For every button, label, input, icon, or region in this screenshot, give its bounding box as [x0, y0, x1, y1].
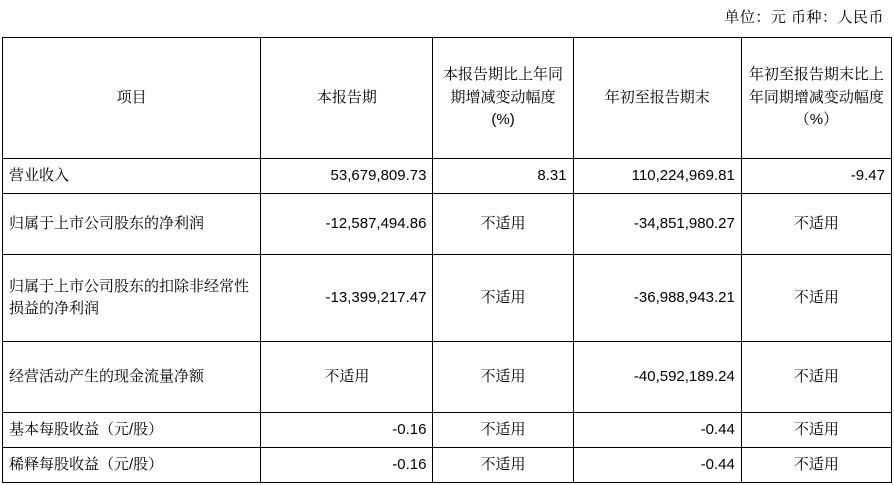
- table-body: [3, 159, 892, 483]
- cell-ytd-change: 不适用: [741, 342, 891, 413]
- table-row: [3, 255, 892, 342]
- row-label: 基本每股收益（元/股）: [3, 413, 261, 448]
- table-row: [3, 194, 892, 255]
- cell-ytd: -0.44: [573, 448, 741, 483]
- table-row: [3, 159, 892, 194]
- row-label: 归属于上市公司股东的净利润: [3, 194, 261, 255]
- cell-current-period: -13,399,217.47: [261, 255, 433, 342]
- column-header-item: 项目: [3, 38, 261, 159]
- column-header-current-period: 本报告期: [261, 38, 433, 159]
- unit-currency-note: 单位：元 币种：人民币: [724, 9, 884, 26]
- cell-current-period: 不适用: [261, 342, 433, 413]
- cell-ytd-change: 不适用: [741, 448, 891, 483]
- cell-current-period-change: 8.31: [433, 159, 573, 194]
- column-header-current-period-change: 本报告期比上年同期增减变动幅度(%): [433, 38, 573, 159]
- cell-ytd: 110,224,969.81: [573, 159, 741, 194]
- cell-ytd-change: -9.47: [741, 159, 891, 194]
- row-label: 稀释每股收益（元/股）: [3, 448, 261, 483]
- cell-current-period: -0.16: [261, 448, 433, 483]
- table-row: [3, 413, 892, 448]
- cell-current-period-change: 不适用: [433, 413, 573, 448]
- financial-summary-table: [2, 37, 892, 483]
- cell-ytd: -40,592,189.24: [573, 342, 741, 413]
- cell-ytd: -34,851,980.27: [573, 194, 741, 255]
- cell-current-period: -12,587,494.86: [261, 194, 433, 255]
- cell-ytd-change: 不适用: [741, 194, 891, 255]
- cell-ytd: -36,988,943.21: [573, 255, 741, 342]
- cell-ytd-change: 不适用: [741, 413, 891, 448]
- table-header: [3, 38, 892, 159]
- table-row: [3, 448, 892, 483]
- table-row: [3, 342, 892, 413]
- cell-current-period: -0.16: [261, 413, 433, 448]
- row-label: 归属于上市公司股东的扣除非经常性损益的净利润: [3, 255, 261, 342]
- cell-current-period-change: 不适用: [433, 342, 573, 413]
- column-header-ytd: 年初至报告期末: [573, 38, 741, 159]
- cell-current-period-change: 不适用: [433, 194, 573, 255]
- cell-ytd: -0.44: [573, 413, 741, 448]
- table-header-row: [3, 38, 892, 159]
- cell-current-period-change: 不适用: [433, 255, 573, 342]
- cell-ytd-change: 不适用: [741, 255, 891, 342]
- column-header-ytd-change: 年初至报告期末比上年同期增减变动幅度（%）: [741, 38, 891, 159]
- cell-current-period: 53,679,809.73: [261, 159, 433, 194]
- cell-current-period-change: 不适用: [433, 448, 573, 483]
- row-label: 经营活动产生的现金流量净额: [3, 342, 261, 413]
- row-label: 营业收入: [3, 159, 261, 194]
